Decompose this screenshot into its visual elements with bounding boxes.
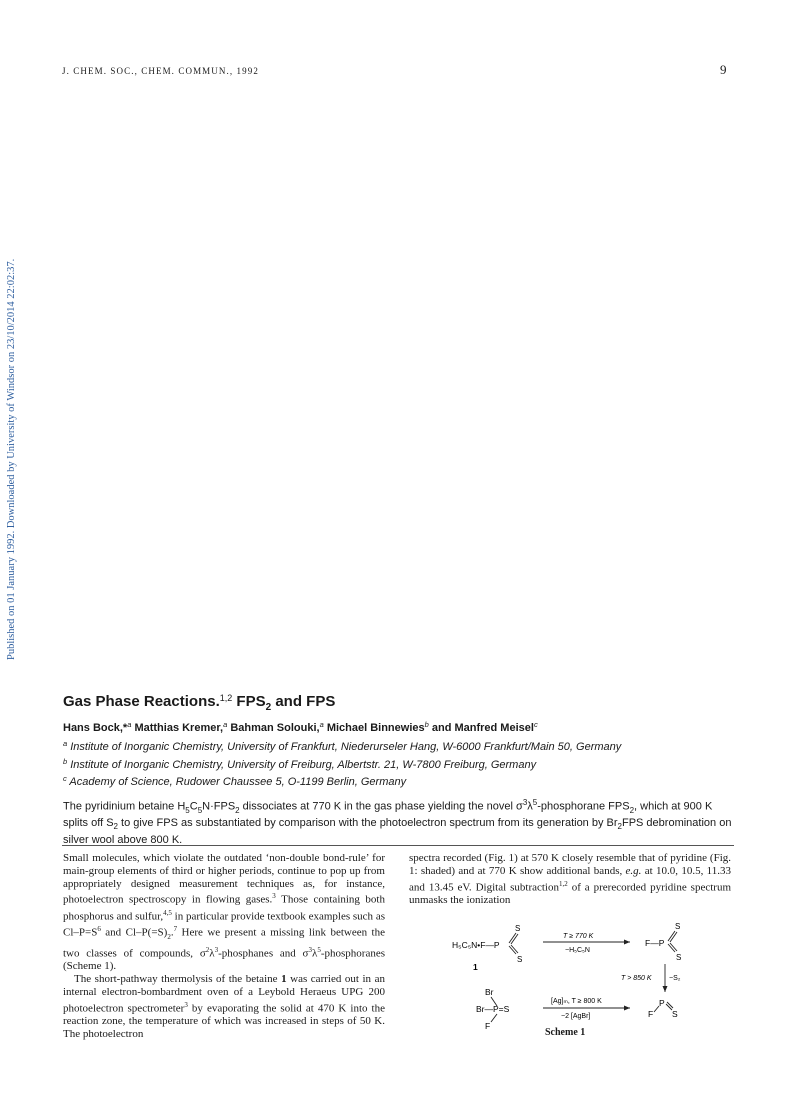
condition-label: T ≥ 770 K	[563, 933, 594, 940]
affiliation	[63, 755, 621, 773]
condition-label: −S₂	[669, 975, 681, 982]
title-refs: 1,2	[219, 693, 233, 703]
superscript: 5	[532, 798, 538, 807]
superscript: 3	[522, 798, 528, 807]
running-head: J. CHEM. SOC., CHEM. COMMUN., 1992	[62, 66, 259, 76]
affiliation	[63, 737, 621, 755]
reference-mark[interactable]: 7	[173, 925, 178, 934]
body-text: at 10.0, 10.5, 11.33 and 13.45 eV. Digital subtraction	[409, 864, 732, 894]
reference-mark[interactable]: 6	[97, 925, 101, 934]
body-text: of a prerecorded pyridine spectrum unmasks the ionization	[409, 881, 732, 907]
condition-label: [Ag]ₘ, T ≥ 800 K	[551, 998, 602, 1005]
atom-s: S	[676, 953, 682, 962]
affiliation	[63, 772, 621, 790]
atom-p: P	[659, 998, 665, 1008]
body-text: The short-pathway thermolysis of the betaine	[74, 973, 282, 986]
subscript: 2	[617, 822, 622, 832]
author-list	[63, 720, 538, 734]
author: and Manfred Meisel	[431, 722, 534, 734]
condition-label: T > 850 K	[621, 975, 652, 982]
superscript: 3	[214, 945, 219, 954]
article-title	[63, 693, 335, 713]
body-text: was carried out in an internal electron-bombardment oven of a Leybold Heraeus UPG 200 photoelectron spectrometer	[63, 973, 385, 1015]
affil-mark: c	[63, 774, 67, 783]
compound-label: 1	[473, 962, 478, 972]
bond	[667, 1002, 673, 1008]
abstract	[63, 796, 733, 848]
body-column-left	[63, 852, 385, 1041]
body-text: by evaporating the solid at 470 K into the reaction zone, the temperature of which was increased in steps of 50 K. The photoelectron	[63, 1002, 385, 1041]
abstract-text: FPS debromination on silver wool above 800 K.	[63, 817, 732, 847]
atom-f: F	[485, 1021, 491, 1031]
reference-mark[interactable]: 1,2	[559, 879, 568, 888]
download-notice[interactable]: Published on 01 January 1992. Downloaded by University of Windsor on 23/10/2014 22:02:37.	[6, 258, 17, 660]
paragraph	[63, 852, 385, 973]
affil-mark: b	[63, 756, 68, 766]
body-text: Those containing both phosphorus and sulfur,	[63, 894, 385, 923]
affil-text: Institute of Inorganic Chemistry, University of Freiburg, Albertstr. 21, W-7800 Freiburg, Germany	[70, 758, 537, 771]
title-main: Gas Phase Reactions.	[63, 693, 220, 710]
product-fps2: F—P	[645, 938, 665, 948]
abstract-text: N·FPS	[202, 800, 236, 813]
paragraph	[63, 973, 385, 1041]
body-text: λ	[312, 947, 318, 960]
abstract-text: dissociates at 770 K in the gas phase yielding the novel σ	[239, 800, 523, 813]
author-affil-mark: a	[223, 720, 228, 729]
scheme-caption: Scheme 1	[545, 1027, 586, 1038]
atom-s: S	[675, 922, 681, 931]
subscript: 2	[235, 805, 240, 815]
title-rest-a: FPS	[232, 693, 266, 710]
abstract-text: -phosphorane FPS	[537, 800, 630, 813]
body-text: e.g.	[625, 864, 642, 877]
author: Michael Binnewies	[326, 722, 425, 734]
author-affil-mark: b	[424, 720, 429, 729]
compound-number: 1	[281, 973, 287, 986]
reference-mark[interactable]: 3	[272, 892, 276, 901]
reference-mark[interactable]: 3	[184, 1000, 188, 1009]
atom-s: S	[672, 1009, 678, 1019]
reference-mark[interactable]: 4,5	[163, 908, 172, 917]
subscript: 2	[167, 933, 171, 942]
superscript: 3	[308, 945, 312, 954]
abstract-text: The pyridinium betaine H	[63, 800, 186, 813]
body-text: in particular provide textbook examples such as Cl–P=S	[63, 910, 385, 939]
author-affil-mark: a	[319, 720, 324, 729]
title-sub: 2	[265, 702, 272, 713]
arrow-head	[624, 1006, 630, 1011]
author-affil-mark: a	[127, 720, 132, 729]
affiliations	[63, 737, 621, 790]
author-affil-mark: c	[533, 720, 538, 729]
page-number: 9	[720, 62, 727, 77]
reaction-scheme	[440, 896, 760, 1046]
condition-label: −H₅C₅N	[565, 947, 590, 954]
subscript: 2	[629, 805, 635, 815]
subscript: 2	[113, 822, 118, 832]
affil-text: Institute of Inorganic Chemistry, University of Frankfurt, Niederurseler Hang, W-6000 Frankfurt/Main 50, Germany	[70, 741, 622, 753]
atom-s: S	[517, 955, 523, 964]
reactant-br2fps: Br—P=S	[476, 1004, 510, 1014]
body-text: Small molecules, which violate the outdated ‘non-double bond-rule’ for main-group elements of third or higher periods, continue to pop up from appropriately designed measurement techniques as, for instance, photoelectron spectroscopy in flowing gases.	[63, 852, 385, 907]
body-text: Here we present a missing link between the two classes of compounds, σ	[63, 926, 385, 960]
author: Matthias Kremer,	[134, 722, 224, 734]
condition-label: −2 [AgBr]	[561, 1013, 591, 1020]
reactant-betaine: H₅C₅N•F—P	[452, 940, 500, 950]
body-text: and Cl–P(=S)	[100, 926, 168, 939]
abstract-text: C	[189, 800, 198, 813]
atom-s: S	[515, 924, 521, 933]
superscript: 2	[205, 945, 210, 954]
arrow-head	[624, 940, 630, 945]
body-text: λ	[209, 947, 215, 960]
body-text: -phosphanes and σ	[218, 947, 309, 960]
atom-br: Br	[485, 987, 494, 997]
superscript: 5	[317, 945, 321, 954]
arrow-head	[663, 986, 668, 992]
author: Bahman Solouki,	[230, 722, 320, 734]
atom-f: F	[648, 1009, 654, 1019]
subscript: 5	[185, 805, 190, 815]
abstract-text: , which at 900 K splits off S	[63, 800, 713, 830]
title-rest-b: and FPS	[271, 693, 336, 710]
body-text: .	[170, 926, 174, 939]
abstract-text: λ	[527, 800, 533, 813]
body-text: -phosphoranes (Scheme 1).	[63, 947, 385, 973]
affil-text: Academy of Science, Rudower Chaussee 5, O-1199 Berlin, Germany	[69, 776, 407, 788]
body-text: spectra recorded (Fig. 1) at 570 K closely resemble that of pyridine (Fig. 1: shaded) and at 770 K show additional bands,	[409, 852, 731, 877]
subscript: 5	[197, 805, 203, 815]
author: Hans Bock,*	[63, 722, 128, 734]
affil-mark: a	[63, 739, 68, 748]
section-divider	[62, 845, 734, 846]
abstract-text: to give FPS as substantiated by comparison with the photoelectron spectrum from its generation by Br	[118, 817, 618, 830]
bond	[491, 1014, 497, 1022]
